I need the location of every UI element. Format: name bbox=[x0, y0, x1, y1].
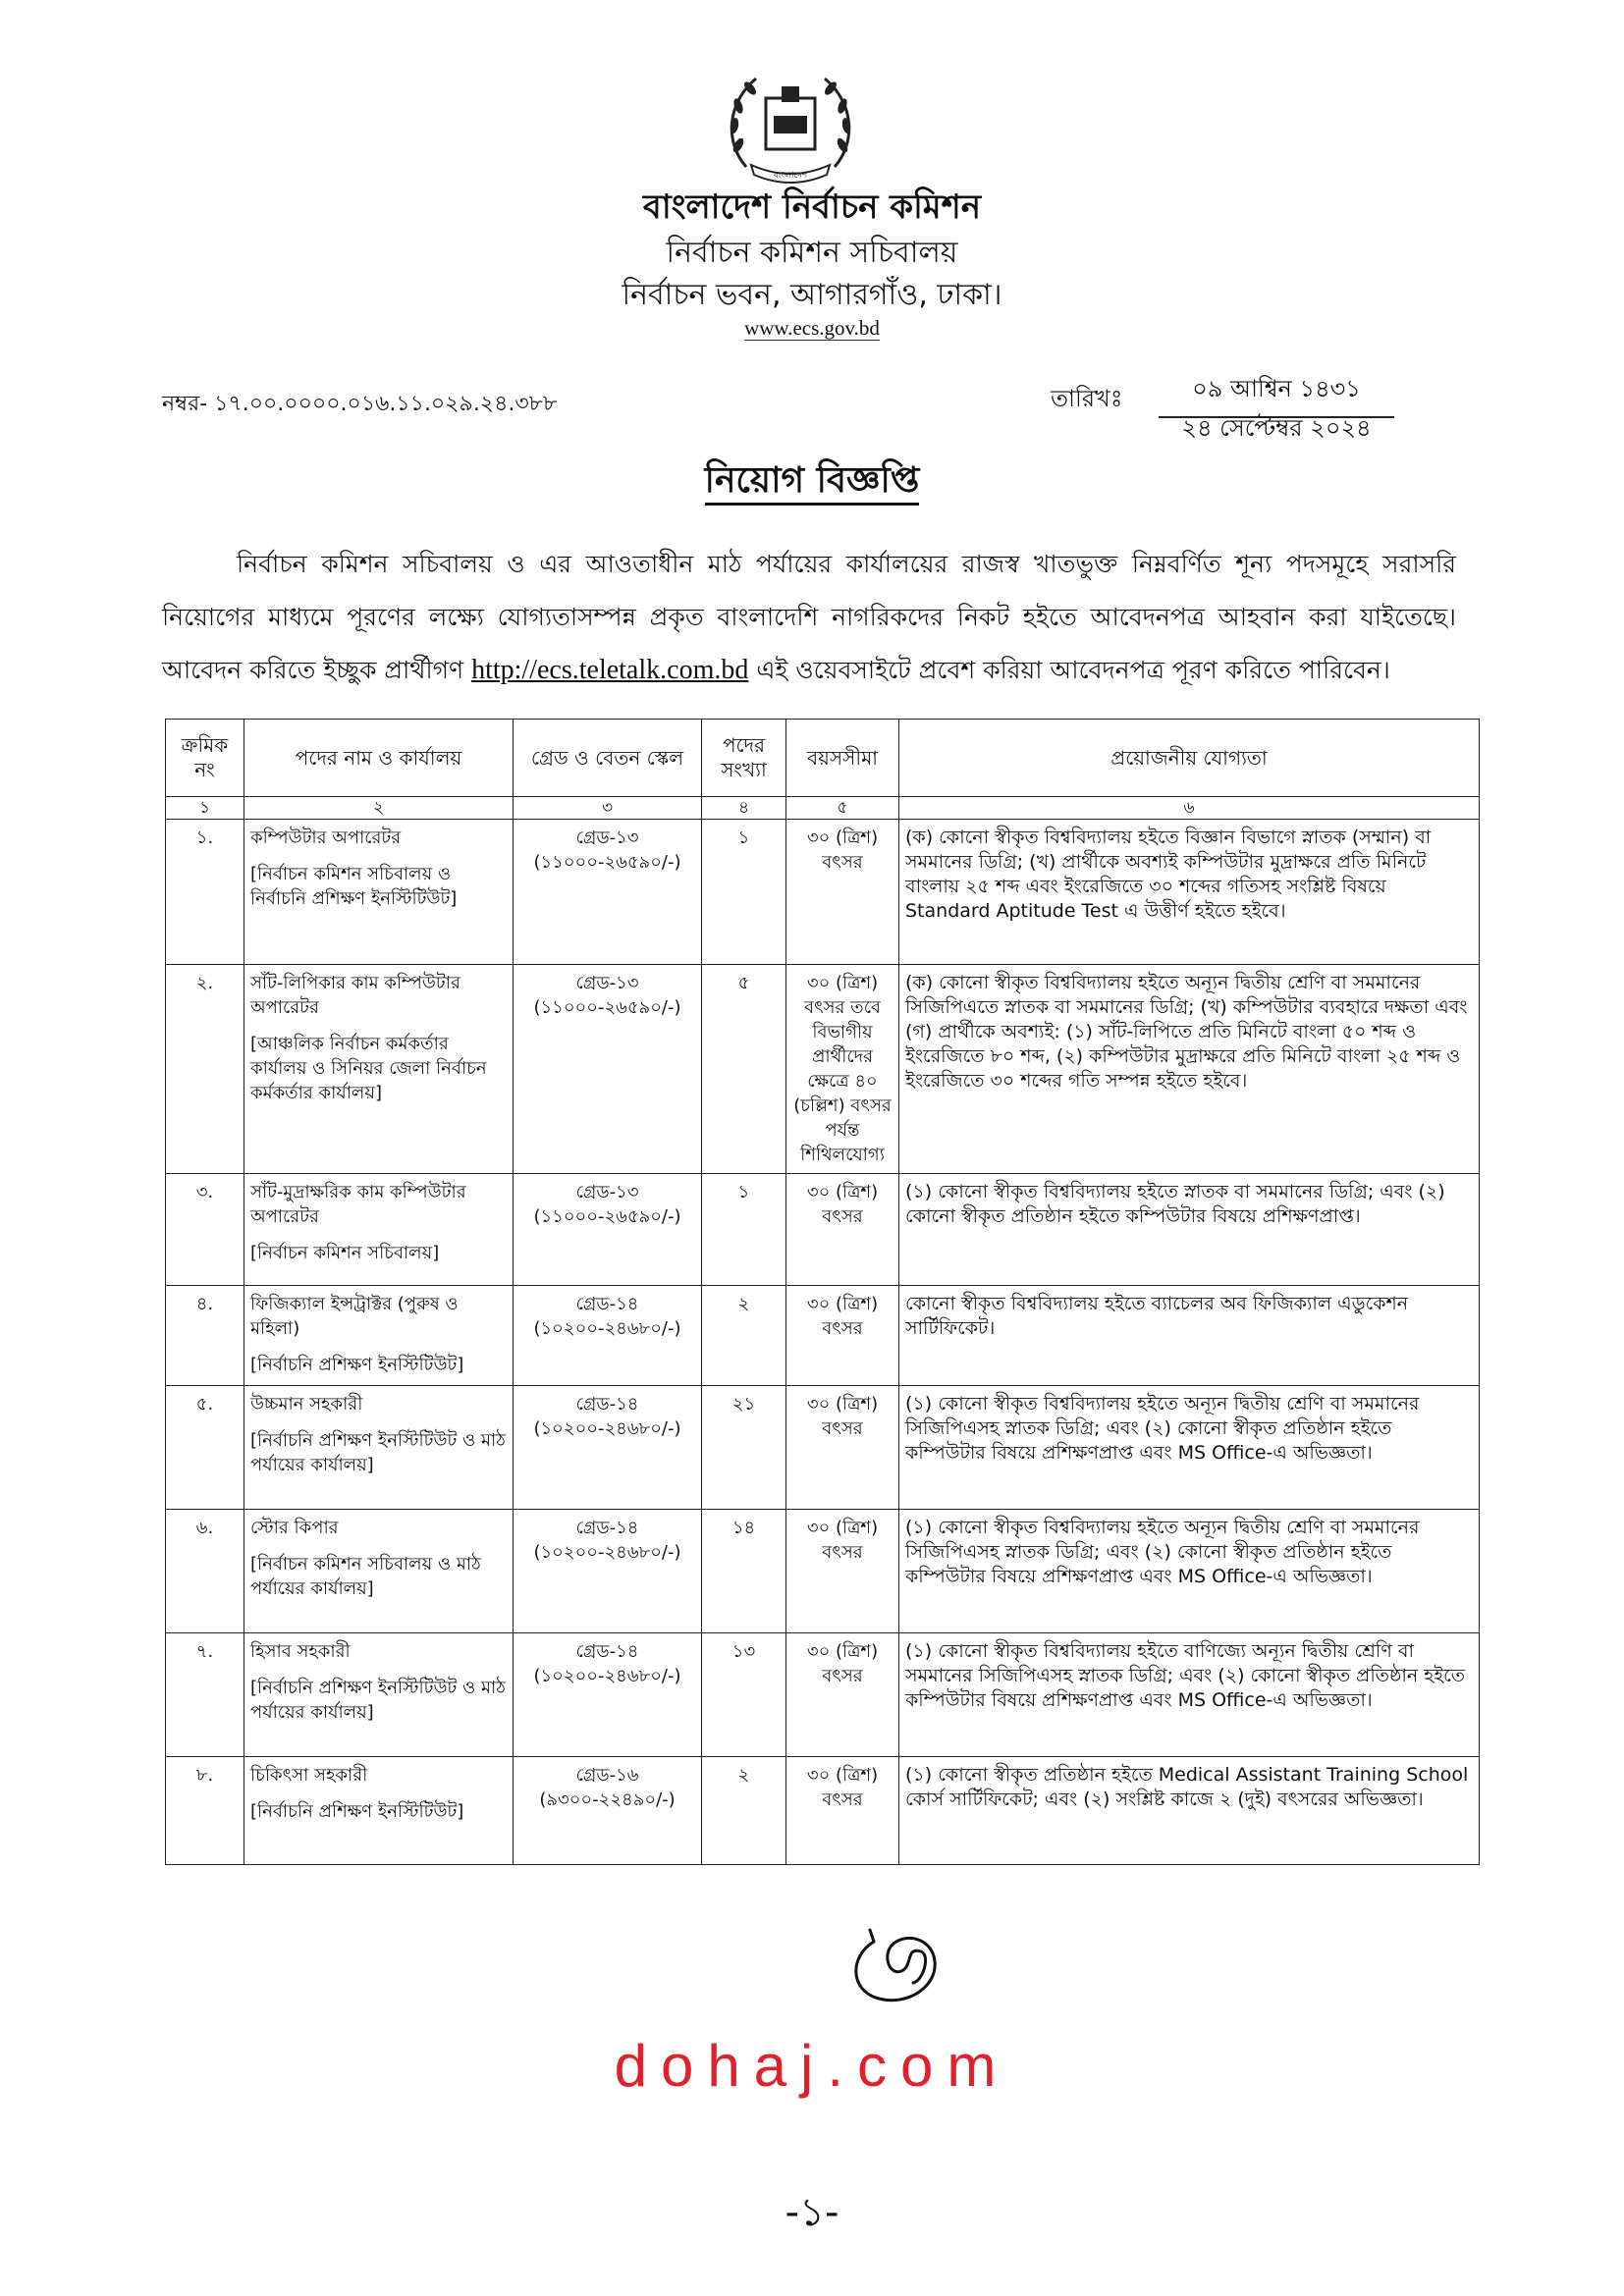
row-serial: ৫. bbox=[166, 1386, 244, 1510]
row-serial: ৪. bbox=[166, 1286, 244, 1386]
column-number: ৪ bbox=[702, 797, 786, 820]
row-age: ৩০ (ত্রিশ) বৎসর তবে বিভাগীয় প্রার্থীদের ক্ষেত্রে ৪০ (চল্লিশ) বৎসর পর্যন্ত শিথিলযোগ্য bbox=[786, 965, 899, 1174]
date-english: ২৪ সেপ্টেম্বর ২০২৪ bbox=[1181, 414, 1372, 442]
row-age: ৩০ (ত্রিশ) বৎসর bbox=[786, 1174, 899, 1286]
row-serial: ২. bbox=[166, 965, 244, 1174]
pay-scale: (১১০০০-২৬৫৯০/-) bbox=[533, 1206, 681, 1227]
post-office: [আঞ্চলিক নির্বাচন কর্মকর্তার কার্যালয় ও সিনিয়র জেলা নির্বাচন কর্মকর্তার কার্যালয়] bbox=[250, 1034, 487, 1103]
post-office: [নির্বাচনি প্রশিক্ষণ ইনস্টিটিউট ও মাঠ পর্যায়ের কার্যালয়] bbox=[250, 1430, 506, 1475]
memo-number: নম্বর- ১৭.০০.০০০০.০১৬.১১.০২৯.২৪.৩৮৮ bbox=[162, 392, 558, 416]
post-name: হিসাব সহকারী bbox=[250, 1641, 351, 1662]
row-grade bbox=[514, 1174, 702, 1286]
row-grade bbox=[514, 1386, 702, 1510]
row-count: ১ bbox=[702, 1174, 786, 1286]
application-url-link[interactable]: http://ecs.teletalk.com.bd bbox=[471, 655, 749, 685]
row-grade bbox=[514, 1510, 702, 1633]
row-qualification: (১) কোনো স্বীকৃত বিশ্ববিদ্যালয় হইতে বাণিজ্যে অন্যূন দ্বিতীয় শ্রেণি বা সমমানের সিজিপিএসহ স্নাতক ডিগ্রি; এবং (২) কোনো স্বীকৃত প্রতিষ্ঠান হইতে কম্পিউটার বিষয়ে প্রশিক্ষণপ্রাপ্ত এবং MS Office-এ অভিজ্ঞতা। bbox=[899, 1633, 1480, 1757]
row-grade bbox=[514, 1286, 702, 1386]
row-serial: ১. bbox=[166, 820, 244, 965]
row-qualification: (ক) কোনো স্বীকৃত বিশ্ববিদ্যালয় হইতে অন্যূন দ্বিতীয় শ্রেণি বা সমমানের সিজিপিএতে স্নাতক বা সমমানের ডিগ্রি; (খ) কম্পিউটার ব্যবহারে দক্ষতা এবং (গ) প্রার্থীকে অবশ্যই: (১) সাঁট-লিপিতে প্রতি মিনিটে বাংলা ৫০ শব্দ ও ইংরেজিতে ৮০ শব্দ, (২) কম্পিউটার মুদ্রাক্ষরে প্রতি মিনিটে বাংলা ২৫ শব্দ ও ইংরেজিতে ৩০ শব্দের গতি সম্পন্ন হইতে হইবে। bbox=[899, 965, 1480, 1174]
column-number: ১ bbox=[166, 797, 244, 820]
table-row bbox=[166, 965, 1480, 1174]
row-post bbox=[244, 1386, 514, 1510]
intro-text-before: নির্বাচন কমিশন সচিবালয় ও এর আওতাধীন মাঠ পর্যায়ের কার্যালয়ের রাজস্ব খাতভুক্ত নিম্নবর্ণিত শূন্য পদসমূহে সরাসরি নিয়োগের মাধ্যমে পূরণের লক্ষ্যে যোগ্যতাসম্পন্ন প্রকৃত বাংলাদেশি নাগরিকদের নিকট হইতে আবেদনপত্র আহবান করা যাইতেছে। আবেদন করিতে ইচ্ছুক প্রার্থীগণ bbox=[162, 550, 1456, 684]
post-name: সাঁট-লিপিকার কাম কম্পিউটার অপারেটর bbox=[250, 973, 460, 1018]
pay-scale: (১০২০০-২৪৬৮০/-) bbox=[533, 1418, 681, 1439]
post-name: স্টোর কিপার bbox=[250, 1518, 339, 1538]
row-qualification: (১) কোনো স্বীকৃত বিশ্ববিদ্যালয় হইতে অন্যূন দ্বিতীয় শ্রেণি বা সমমানের সিজিপিএসহ স্নাতক ডিগ্রি; এবং (২) কোনো স্বীকৃত প্রতিষ্ঠান হইতে কম্পিউটার বিষয়ে প্রশিক্ষণপ্রাপ্ত এবং MS Office-এ অভিজ্ঞতা। bbox=[899, 1510, 1480, 1633]
row-grade bbox=[514, 965, 702, 1174]
intro-paragraph bbox=[162, 538, 1456, 697]
grade-label: গ্রেড-১৩ bbox=[575, 828, 639, 848]
row-post bbox=[244, 1174, 514, 1286]
row-age: ৩০ (ত্রিশ) বৎসর bbox=[786, 1286, 899, 1386]
header-count: পদের সংখ্যা bbox=[702, 720, 786, 797]
website-link[interactable]: www.ecs.gov.bd bbox=[744, 316, 880, 340]
pay-scale: (৯৩০০-২২৪৯০/-) bbox=[539, 1789, 676, 1810]
row-count: ৫ bbox=[702, 965, 786, 1174]
row-age: ৩০ (ত্রিশ) বৎসর bbox=[786, 1386, 899, 1510]
header-qualification: প্রয়োজনীয় যোগ্যতা bbox=[899, 720, 1480, 797]
signature-icon bbox=[844, 1922, 952, 2010]
row-post bbox=[244, 1510, 514, 1633]
grade-label: গ্রেড-১৬ bbox=[575, 1765, 639, 1786]
column-number: ৬ bbox=[899, 797, 1480, 820]
pay-scale: (১০২০০-২৪৬৮০/-) bbox=[533, 1318, 681, 1339]
column-number: ২ bbox=[244, 797, 514, 820]
header-post: পদের নাম ও কার্যালয় bbox=[244, 720, 514, 797]
row-count: ২ bbox=[702, 1286, 786, 1386]
row-qualification: (১) কোনো স্বীকৃত বিশ্ববিদ্যালয় হইতে অন্যূন দ্বিতীয় শ্রেণি বা সমমানের সিজিপিএসহ স্নাতক ডিগ্রি; এবং (২) কোনো স্বীকৃত প্রতিষ্ঠান হইতে কম্পিউটার বিষয়ে প্রশিক্ষণপ্রাপ্ত এবং MS Office-এ অভিজ্ঞতা। bbox=[899, 1386, 1480, 1510]
row-age: ৩০ (ত্রিশ) বৎসর bbox=[786, 1510, 899, 1633]
post-name: কম্পিউটার অপারেটর bbox=[250, 828, 402, 848]
grade-label: গ্রেড-১৩ bbox=[575, 973, 639, 993]
header-age: বয়সসীমা bbox=[786, 720, 899, 797]
row-post bbox=[244, 1633, 514, 1757]
post-office: [নির্বাচন কমিশন সচিবালয় ও মাঠ পর্যায়ের কার্যালয়] bbox=[250, 1554, 481, 1599]
row-post bbox=[244, 965, 514, 1174]
intro-text-after: এই ওয়েবসাইটে প্রবেশ করিয়া আবেদনপত্র পূরণ করিতে পারিবেন। bbox=[756, 656, 1390, 684]
header-serial: ক্রমিক নং bbox=[166, 720, 244, 797]
row-serial: ৩. bbox=[166, 1174, 244, 1286]
row-qualification: (ক) কোনো স্বীকৃত বিশ্ববিদ্যালয় হইতে বিজ্ঞান বিভাগে স্নাতক (সম্মান) বা সমমানের ডিগ্রি; (খ) প্রার্থীকে অবশ্যই কম্পিউটার মুদ্রাক্ষরে প্রতি মিনিটে বাংলায় ২৫ শব্দ এবং ইংরেজিতে ৩০ শব্দের গতিসহ সংশ্লিষ্ট বিষয়ে Standard Aptitude Test এ উত্তীর্ণ হইতে হইবে। bbox=[899, 820, 1480, 965]
post-name: চিকিৎসা সহকারী bbox=[250, 1765, 368, 1786]
post-name: সাঁট-মুদ্রাক্ষরিক কাম কম্পিউটার অপারেটর bbox=[250, 1182, 466, 1227]
row-age: ৩০ (ত্রিশ) বৎসর bbox=[786, 1633, 899, 1757]
row-qualification: (১) কোনো স্বীকৃত প্রতিষ্ঠান হইতে Medical Assistant Training School কোর্স সার্টিফিকেট; এবং (২) সংশ্লিষ্ট কাজে ২ (দুই) বৎসরের অভিজ্ঞতা। bbox=[899, 1757, 1480, 1865]
post-office: [নির্বাচনি প্রশিক্ষণ ইনস্টিটিউট] bbox=[250, 1355, 464, 1375]
organization-name: বাংলাদেশ নির্বাচন কমিশন bbox=[642, 187, 982, 227]
post-office: [নির্বাচনি প্রশিক্ষণ ইনস্টিটিউট ও মাঠ পর্যায়ের কার্যালয়] bbox=[250, 1678, 506, 1723]
grade-label: গ্রেড-১৪ bbox=[575, 1394, 639, 1415]
post-name: ফিজিক্যাল ইন্সট্রাক্টর (পুরুষ ও মহিলা) bbox=[250, 1294, 459, 1339]
row-count: ২১ bbox=[702, 1386, 786, 1510]
pay-scale: (১০২০০-২৪৬৮০/-) bbox=[533, 1666, 681, 1686]
page-number: -১- bbox=[785, 2190, 839, 2235]
pay-scale: (১১০০০-২৬৫৯০/-) bbox=[533, 852, 681, 873]
row-grade bbox=[514, 1757, 702, 1865]
post-office: [নির্বাচন কমিশন সচিবালয় ও নির্বাচনি প্রশিক্ষণ ইনস্টিটিউট] bbox=[250, 864, 458, 909]
row-grade bbox=[514, 1633, 702, 1757]
watermark-text: dohaj.com bbox=[614, 2033, 1010, 2099]
grade-label: গ্রেড-১৪ bbox=[575, 1641, 639, 1662]
post-office: [নির্বাচন কমিশন সচিবালয়] bbox=[250, 1243, 440, 1263]
table-row bbox=[166, 820, 1480, 965]
table-row bbox=[166, 1286, 1480, 1386]
post-office: [নির্বাচনি প্রশিক্ষণ ইনস্টিটিউট] bbox=[250, 1801, 464, 1822]
emblem-text: বাংলাদেশ bbox=[773, 171, 808, 181]
row-post bbox=[244, 1286, 514, 1386]
row-grade bbox=[514, 820, 702, 965]
grade-label: গ্রেড-১৩ bbox=[575, 1182, 639, 1202]
post-name: উচ্চমান সহকারী bbox=[250, 1394, 363, 1415]
secretariat-name: নির্বাচন কমিশন সচিবালয় bbox=[666, 236, 958, 270]
row-post bbox=[244, 820, 514, 965]
date-label: তারিখঃ bbox=[1051, 385, 1123, 412]
row-post bbox=[244, 1757, 514, 1865]
column-number: ৩ bbox=[514, 797, 702, 820]
row-count: ২ bbox=[702, 1757, 786, 1865]
row-age: ৩০ (ত্রিশ) বৎসর bbox=[786, 1757, 899, 1865]
row-qualification: কোনো স্বীকৃত বিশ্ববিদ্যালয় হইতে ব্যাচেলর অব ফিজিক্যাল এডুকেশন সার্টিফিকেট। bbox=[899, 1286, 1480, 1386]
vacancy-table bbox=[165, 719, 1480, 1865]
row-count: ১৪ bbox=[702, 1510, 786, 1633]
row-serial: ৭. bbox=[166, 1633, 244, 1757]
column-number-row bbox=[166, 797, 1480, 820]
column-number: ৫ bbox=[786, 797, 899, 820]
table-row bbox=[166, 1386, 1480, 1510]
header-grade: গ্রেড ও বেতন স্কেল bbox=[514, 720, 702, 797]
table-row bbox=[166, 1174, 1480, 1286]
row-serial: ৬. bbox=[166, 1510, 244, 1633]
election-commission-emblem-icon bbox=[717, 59, 864, 191]
grade-label: গ্রেড-১৪ bbox=[575, 1518, 639, 1538]
row-count: ১৩ bbox=[702, 1633, 786, 1757]
notice-title: নিয়োগ বিজ্ঞপ্তি bbox=[705, 460, 920, 506]
table-row bbox=[166, 1633, 1480, 1757]
table-row bbox=[166, 1757, 1480, 1865]
date-bangla: ০৯ আশ্বিন ১৪৩১ bbox=[1159, 371, 1394, 418]
table-row bbox=[166, 1510, 1480, 1633]
office-address: নির্বাচন ভবন, আগারগাঁও, ঢাকা। bbox=[622, 278, 1002, 312]
grade-label: গ্রেড-১৪ bbox=[575, 1294, 639, 1314]
row-serial: ৮. bbox=[166, 1757, 244, 1865]
pay-scale: (১১০০০-২৬৫৯০/-) bbox=[533, 997, 681, 1018]
row-age: ৩০ (ত্রিশ) বৎসর bbox=[786, 820, 899, 965]
pay-scale: (১০২০০-২৪৬৮০/-) bbox=[533, 1542, 681, 1563]
row-count: ১ bbox=[702, 820, 786, 965]
row-qualification: (১) কোনো স্বীকৃত বিশ্ববিদ্যালয় হইতে স্নাতক বা সমমানের ডিগ্রি; এবং (২) কোনো স্বীকৃত প্রতিষ্ঠান হইতে কম্পিউটার বিষয়ে প্রশিক্ষণপ্রাপ্ত। bbox=[899, 1174, 1480, 1286]
